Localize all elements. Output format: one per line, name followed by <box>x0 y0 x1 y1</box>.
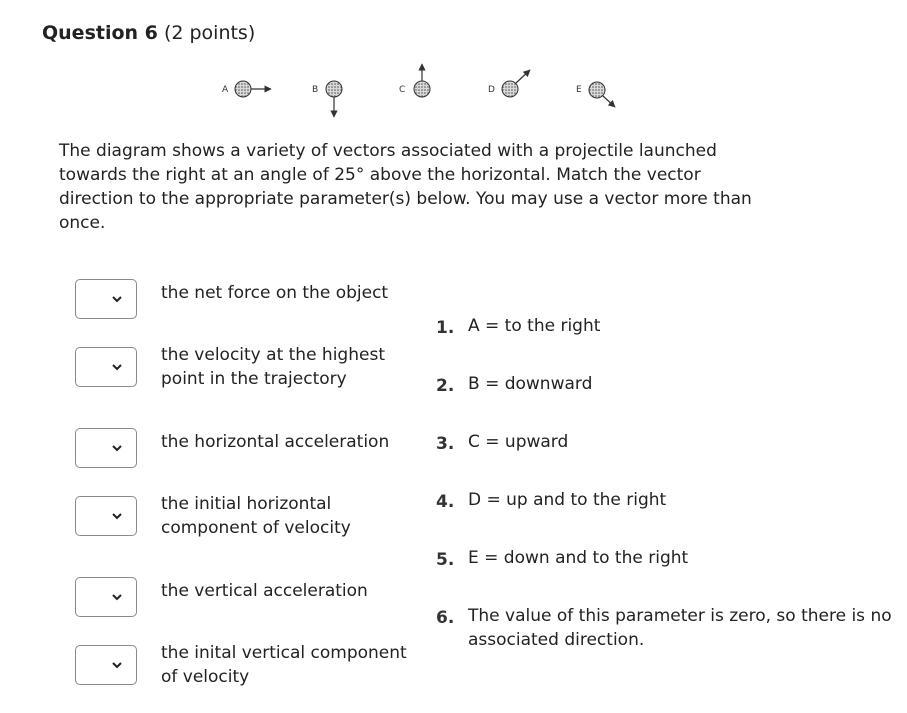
match-stem-3: the horizontal acceleration <box>161 432 390 452</box>
answer-number: 4. <box>436 492 455 512</box>
vector-d <box>488 70 530 97</box>
answer-text: The value of this parameter is zero, so there is no associated direction. <box>468 606 892 650</box>
question-points: (2 points) <box>163 22 256 44</box>
vector-diagram <box>205 62 635 122</box>
match-select-5[interactable] <box>75 577 137 617</box>
question-header <box>42 22 255 44</box>
match-stem-2: the velocity at the highest point in the trajectory <box>161 345 385 389</box>
answer-number: 6. <box>436 608 455 628</box>
chevron-down-icon <box>111 659 123 671</box>
answer-item-1 <box>436 314 896 338</box>
answer-text: A = to the right <box>468 316 601 336</box>
match-select-2[interactable] <box>75 347 137 387</box>
vector-label-c: C <box>399 85 406 95</box>
answer-text: C = upward <box>468 432 569 452</box>
chevron-down-icon <box>111 293 123 305</box>
answer-text: D = up and to the right <box>468 490 667 510</box>
match-select-4[interactable] <box>75 496 137 536</box>
vector-a <box>222 81 271 97</box>
match-select-6[interactable] <box>75 645 137 685</box>
match-stem-4: the initial horizontal component of velocity <box>161 494 351 538</box>
answer-number: 5. <box>436 550 455 570</box>
match-select-1[interactable] <box>75 279 137 319</box>
vector-c <box>399 64 430 97</box>
answer-item-4 <box>436 488 896 512</box>
chevron-down-icon <box>111 442 123 454</box>
answer-text: E = down and to the right <box>468 548 689 568</box>
vector-label-e: E <box>576 85 582 95</box>
answer-number: 3. <box>436 434 455 454</box>
vector-label-a: A <box>222 85 229 95</box>
answer-item-5 <box>436 546 896 570</box>
answer-item-3 <box>436 430 896 454</box>
question-prompt: The diagram shows a variety of vectors associated with a projectile launched towards the right at an angle of 25° above the horizontal. Match the vector direction to the appropriate parameter(s) below. You may use a vector more than once. <box>59 141 752 233</box>
answer-item-2 <box>436 372 896 396</box>
match-stem-6: the inital vertical component of velocity <box>161 643 407 687</box>
chevron-down-icon <box>111 591 123 603</box>
match-stem-5: the vertical acceleration <box>161 581 368 601</box>
answer-number: 2. <box>436 376 455 396</box>
vector-b <box>312 81 342 117</box>
match-select-3[interactable] <box>75 428 137 468</box>
answer-number: 1. <box>436 318 455 338</box>
question-title: Question 6 <box>42 22 158 44</box>
vector-label-d: D <box>488 85 495 95</box>
chevron-down-icon <box>111 361 123 373</box>
match-stem-1: the net force on the object <box>161 283 389 303</box>
chevron-down-icon <box>111 510 123 522</box>
answer-item-6 <box>436 604 896 652</box>
vector-e <box>576 82 615 107</box>
vector-label-b: B <box>312 85 319 95</box>
answer-text: B = downward <box>468 374 593 394</box>
